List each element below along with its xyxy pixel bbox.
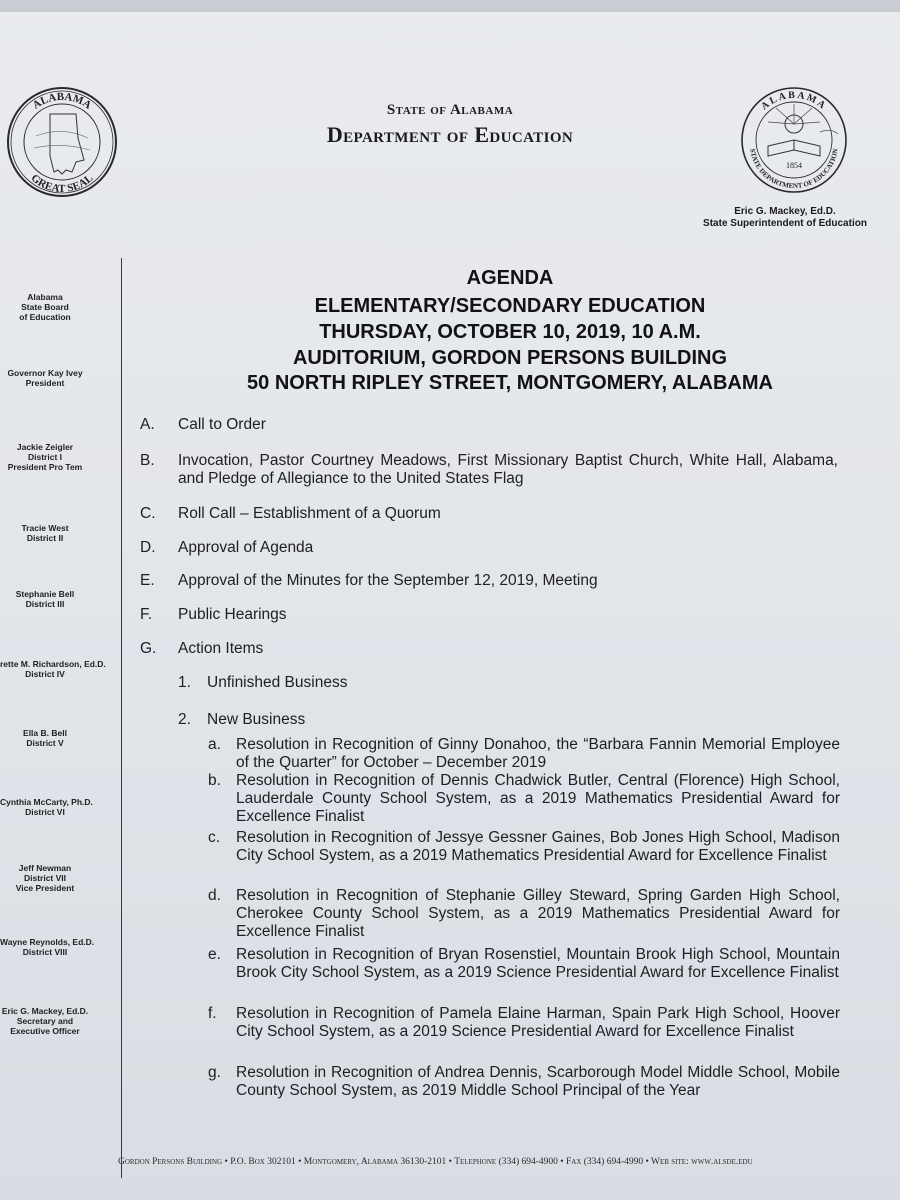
letterhead-state: State of Alabama: [386, 102, 514, 118]
right-seal-bottom-text: STATE DEPARTMENT OF EDUCATION: [748, 147, 840, 191]
superintendent-title: State Superintendent of Education: [703, 218, 867, 229]
agenda-title-line: 50 NORTH RIPLEY STREET, MONTGOMERY, ALABAMA: [247, 372, 773, 394]
agenda-title-line: AUDITORIUM, GORDON PERSONS BUILDING: [292, 347, 728, 369]
left-seal-top-text: ALABAMA: [30, 90, 94, 112]
board-member: Eric G. Mackey, Ed.D. Secretary and Executive Officer: [1, 1006, 89, 1036]
agenda-title-line: THURSDAY, OCTOBER 10, 2019, 10 A.M.: [319, 321, 701, 343]
sidebar-divider: [121, 258, 122, 1178]
board-member: rette M. Richardson, Ed.D. District IV: [0, 659, 106, 679]
board-member: Cynthia McCarty, Ph.D. District VI: [0, 797, 93, 817]
document-page: ALABAMA GREAT SEAL 1854 ALABAMA STATE DEPARTMENT OF EDUCATION State of Alabama Department of Education Eric G. Mackey, Ed.D. State Superintendent of Education Alabama State Board of Education Governor Kay Ivey President Jackie Zeigler District I President Pro Tem Tracie West District II Stephanie Bell District III rette M. Richardson, Ed.D. District IV Ella B. Bell District V Cynthia McCarty, Ph.D. District VI Jeff Newman District VII Vice President Wayne Reynolds, Ed.D. District VIII Eric G. Mackey, Ed.D. Secretary and Executive Officer AGENDA ELEMENTARY/SECONDARY EDUCATION THURSDAY, OCTOBER 10, 2019, 10 A.M. AUDITORIUM, GORDON PERSONS BUILDING 50 NORTH RIPLEY STREET, MONTGOMERY, ALABAMA A. Call to Order B. Invocation, Pastor Courtney Meadows, First Missionary Baptist Church, White Hall, Alabama, and Pledge of Allegiance to the United States Flag C. Roll Call – Establishment of a Quorum D. Approval of Agenda E. Approval of the Minutes for the September 12, 2019, Meeting F. Public Hearings G. Action Items 1. Unfinished Business 2. New Business a. Resolution in Recognition of Ginny Donahoo, the “Barbara Fannin Memorial Employee of the Quarter” for October – December 2019 b. Resolution in Recognition of Dennis Chadwick Butler, Central (Florence) High School, Lauderdale County School System, as a 2019 Mathematics Presidential Award for Excellence Finalist c. Resolution in Recognition of Jessye Gessner Gaines, Bob Jones High School, Madison City School System, as a 2019 Mathematics Presidential Award for Excellence Finalist d. Resolution in Recognition of Stephanie Gilley Steward, Spring Garden High School, Cherokee County School System, as a 2019 Mathematics Presidential Award for Excellence Finalist e. Resolution in Recognition of Bryan Rosenstiel, Mountain Brook High School, Mountain Brook City School System, as a 2019 Science Presidential Award for Excellence Finalist f. Resolution in Recognition of Pamela Elaine Harman, Spain Park High School, Hoover City School System, as a 2019 Science Presidential Award for Excellence Finalist g. Resolution in Recognition of Andrea Dennis, Scarborough Model Middle School, Mobile County School System, as 2019 Middle School Principal of the Year Gordon Persons Building • P.O. Box 302101 • Montgomery, Alabama 36130-2101 • Telephone (334) 694-4900 • Fax (334) 694-4990 • Web site: www.alsde.edu: [0, 0, 900, 1200]
board-title: Alabama State Board of Education: [19, 292, 71, 322]
svg-text:ALABAMA: [31, 91, 94, 112]
board-member: Stephanie Bell District III: [15, 589, 75, 609]
letterhead-department: Department of Education: [326, 122, 574, 147]
board-member: Ella B. Bell District V: [23, 728, 67, 748]
board-member: Governor Kay Ivey President: [7, 368, 83, 388]
letterhead-footer: Gordon Persons Building • P.O. Box 302101 • Montgomery, Alabama 36130-2101 • Telephone (334) 694-4900 • Fax (334) 694-4990 • Web site: www.alsde.edu: [118, 1157, 753, 1167]
agenda-title: AGENDA: [466, 267, 554, 289]
state-department-education-seal-icon: [734, 84, 854, 196]
left-seal-bottom-text: GREAT SEAL: [28, 172, 96, 196]
board-member: Wayne Reynolds, Ed.D. District VIII: [0, 937, 95, 957]
superintendent-name: Eric G. Mackey, Ed.D.: [734, 206, 836, 217]
board-member: Jeff Newman District VII Vice President: [15, 863, 75, 893]
page-top-shadow: [0, 0, 900, 12]
right-seal-year: 1854: [786, 161, 802, 170]
board-member: Tracie West District II: [21, 523, 69, 543]
alabama-great-seal-icon: [6, 86, 118, 198]
board-member: Jackie Zeigler District I President Pro Tem: [7, 442, 83, 472]
agenda-title-line: ELEMENTARY/SECONDARY EDUCATION: [314, 295, 706, 317]
right-seal-top-text: ALABAMA: [759, 89, 829, 113]
